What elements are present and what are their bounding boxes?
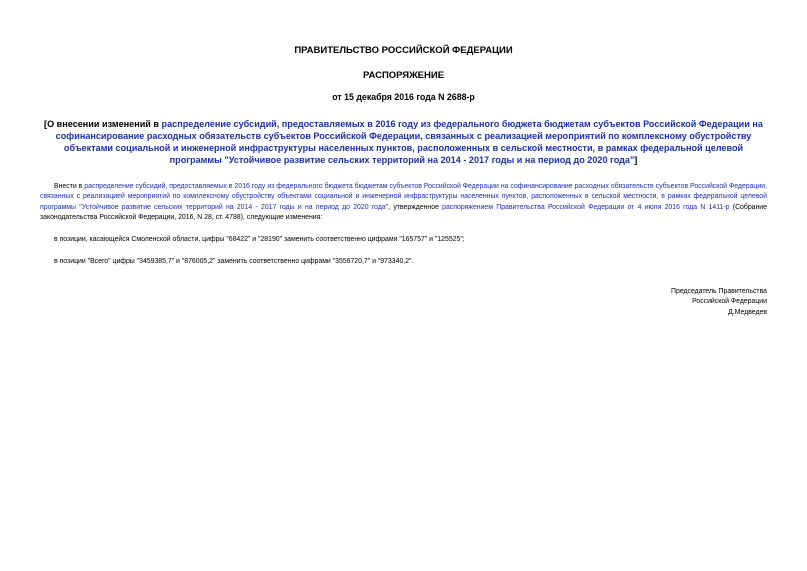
signature-line-1: Председатель Правительства [671,288,767,295]
title-suffix: ] [634,155,638,165]
body-mid: , утвержденное [388,203,443,211]
body-link-order[interactable]: распоряжением Правительства Российской Федерации от 4 июля 2016 года N 1411-р [442,203,730,211]
document-title [42,118,765,166]
government-heading: ПРАВИТЕЛЬСТВО РОССИЙСКОЙ ФЕДЕРАЦИИ [294,45,513,56]
title-prefix: [О внесении изменений в [44,119,162,129]
body-intro: Внести в [54,183,85,190]
body-paragraph [40,182,767,223]
title-link[interactable]: распределение субсидий, предоставляемых в 2016 году из федерального бюджета бюджетам субъектов Российской Федерации на софинансирование расходных обязательств субъектов Российской Федерации, связанных с реализацией мероприятий по комплексному обустройству объектами социальной и инженерной инфраструктуры населенных пунктов, расположенных в сельской местности, в рамках федеральной целевой программы "Устойчивое развитие сельских территорий на 2014 - 2017 годы и на период до 2020 года" [55,119,763,165]
list-item: в позиции "Всего" цифры "3459385,7" и "876005,2" заменить соответственно цифрами "3556720,7" и "973340,2". [54,258,414,265]
signature-block [671,287,767,318]
date-number-heading: от 15 декабря 2016 года N 2688-р [332,92,475,102]
signature-line-2: Российской Федерации [692,298,767,306]
document-type-heading: РАСПОРЯЖЕНИЕ [362,70,445,81]
body-end: (Собрание законодательства Российской Федерации, 2016, N 28, ст. 4788), следующие изменения: [40,203,767,221]
body-link-distribution[interactable]: распределение субсидий, предоставляемых в 2016 году из федерального бюджета бюджетам субъектов Российской Федерации на софинансирование расходных обязательств субъектов Российской Федерации, связанных с реализацией мероприятий по комплексному обустройству объектами социальной и инженерной инфраструктуры населенных пунктов, расположенных в сельской местности, в рамках федеральной целевой программы "Устойчивое развитие сельских территорий на 2014 - 2017 годы и на период до 2020 года" [40,183,767,211]
list-item: в позиции, касающейся Смоленской области, цифры "68422" и "28190" заменить соответственно цифрами "165757" и "125525"; [54,236,465,243]
signature-name: Д.Медведев [728,308,767,316]
